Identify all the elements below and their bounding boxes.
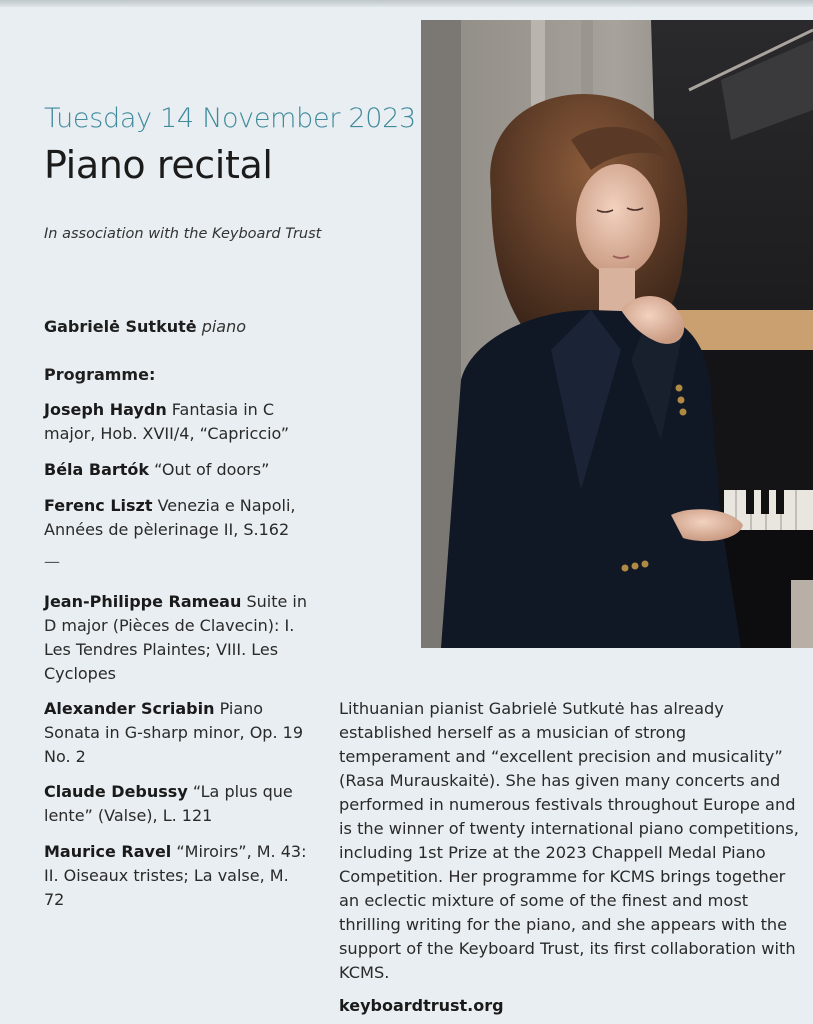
pianist-photo (421, 20, 813, 648)
performer-instrument: piano (201, 317, 247, 336)
programme-item (44, 780, 314, 828)
programme-item (44, 590, 314, 686)
work-title: Piano Sonata in G-sharp minor, Op. 19 No. 2 (44, 699, 303, 766)
work-title: “Out of doors” (154, 460, 270, 479)
work-title: Venezia e Napoli, Années de pèlerinage II, S.162 (44, 496, 296, 539)
top-edge-shadow (0, 0, 813, 7)
performer-line (44, 317, 246, 336)
programme-item (44, 458, 314, 482)
composer-name: Jean-Philippe Rameau (44, 592, 242, 611)
event-date: Tuesday 14 November 2023 (44, 103, 416, 134)
work-title: Fantasia in C major, Hob. XVII/4, “Capriccio” (44, 400, 290, 443)
composer-name: Ferenc Liszt (44, 496, 153, 515)
performer-name: Gabrielė Sutkutė (44, 317, 197, 336)
bio-text: Lithuanian pianist Gabrielė Sutkutė has already established herself as a musician of strong temperament and “excellent precision and musicality” (Rasa Murauskaitė). She has given many concerts and performed in numerous festivals throughout Europe and is the winner of twenty international piano competitions, including 1st Prize at the 2023 Chappell Medal Piano Competition. Her programme for KCMS brings together an eclectic mixture of some of the finest and most thrilling writing for the piano, and she appears with the support of the Keyboard Trust, its first collaboration with KCMS. (339, 699, 799, 982)
interval-dash: — (44, 552, 60, 571)
programme-heading: Programme: (44, 365, 156, 384)
programme-item (44, 697, 314, 769)
composer-name: Joseph Haydn (44, 400, 167, 419)
composer-name: Claude Debussy (44, 782, 188, 801)
pianist-bio (339, 697, 799, 985)
work-title: Suite in D major (Pièces de Clavecin): I. Les Tendres Plaintes; VIII. Les Cyclopes (44, 592, 307, 683)
work-title: “La plus que lente” (Valse), L. 121 (44, 782, 293, 825)
composer-name: Béla Bartók (44, 460, 150, 479)
event-title: Piano recital (44, 143, 273, 187)
association-note: In association with the Keyboard Trust (44, 226, 322, 242)
composer-name: Alexander Scriabin (44, 699, 215, 718)
programme-item (44, 398, 314, 446)
programme-item (44, 494, 314, 542)
work-title: “Miroirs”, M. 43: II. Oiseaux tristes; La valse, M. 72 (44, 842, 307, 909)
website-link[interactable]: keyboardtrust.org (339, 996, 504, 1015)
composer-name: Maurice Ravel (44, 842, 172, 861)
programme-item (44, 840, 314, 912)
